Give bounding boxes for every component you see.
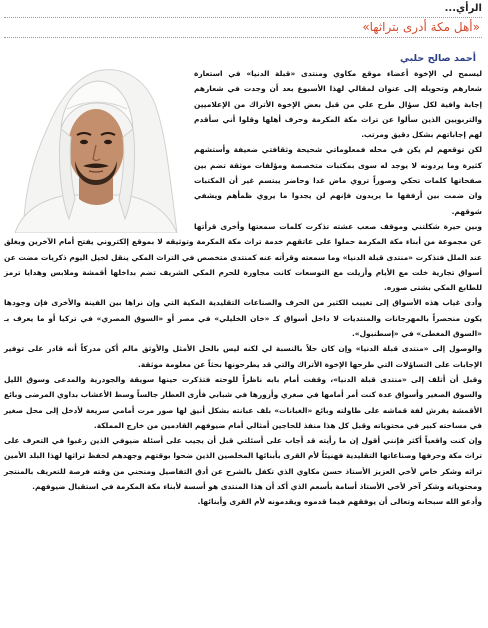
top-divider [4, 17, 482, 18]
article-headline: «أهل مكة أدرى بتراثها» [362, 20, 480, 34]
photo-wrap-spacer [4, 52, 194, 232]
article-paragraph: وأدى غياب هذه الأسواق إلى تغييب الكثير من الحرف والصناعات التقليدية المكية التي وإن نراها بين الفينة والأخرى فإن وجودها يكون منحصراً بالمهرجانات والمنتديات لا داخل أسواق كـ «خان الخليلي» في مصر أو «السوق المصري» في تركيا أو ما يعرف بـ «السوق المغطى» في «إسطنبول». [4, 298, 482, 339]
author-name: أحمد صالح حلبي [400, 53, 476, 64]
article-paragraph: والوصول إلى «منتدى قبلة الدنيا» وإن كان حلاً بالنسبة لي لكنه ليس بالحل الأمثل والأوثق مالم أكن مدركاً أنه قادر على توفير الإجابات على التساؤلات التي طرحها الإخوة الأتراك والتي قد يطرحونها بحثاً عن معلومة موثقة. [4, 344, 482, 369]
section-label: الرأي... [444, 3, 482, 14]
headline-divider [4, 37, 482, 38]
article-paragraph: وبين حيرة شكلتني وموقف صعب عشته تذكرت كلمات سمعتها وأخرى قرأتها عن مجموعة من أبناء مكة المكرمة حملوا على عاتقهم خدمة تراث مكة المكرمة وتوثيقه لا بموقع إلكتروني يفتح أمام الآخرين ويغلق عند الملل فتذكرت «منتدى قبلة الدنيا» وما سمعته وقرأته عنه كمنتدى متخصص في التراث المكي ينقل لجيل اليوم ذكريات مضت عن أسواق تجارية خلت مع الأيام وأزيلت مع التوسعات كانت مجاورة للحرم المكي الشريف تضم بداخلها أقمشة وملابس وهدايا ترمز للطابع المكي بشتى صوره. [4, 221, 482, 293]
article-paragraph: وإن كنت واقعياً أكثر فإنني أقول إن ما رأيته قد أجاب على أسئلتي قبل أن يجيب على أسئلة ضيوفي الذين رغبوا في التعرف على تراث مكة وحرفها وصناعاتها التقليدية فهنيئاً لأم القرى بأبنائها المخلصين الذين ضحوا بوقتهم وجهدهم لحفظ تراثها لهذا البلد الأمين تراثه وشكر خاص لأخي العزيز الأستاذ حسن مكاوي الذي تكفل بالشرح عن أدق التفاصيل ومنحني من وقته فرصة للتعريف بالمنتجر ومحتوياته وشكر آخر لأخي الأستاذ أسامة بأسعم الذي أكد أن هذا المنتدى هو أسسة لأبناء مكة المكرمة في استقبال ضيوفهم. [4, 436, 482, 492]
article-body [4, 66, 482, 626]
article-paragraph: وأدعو الله سبحانه وتعالى أن يوفقهم فيما قدموه ويقدمونه لأم القرى وأبنائها. [197, 497, 482, 507]
article-paragraph: ليسمح لي الإخوة أعضاء موقع مكاوي ومنتدى «قبلة الدنيا» في استعارة شعارهم وتحويله إلى عنوان لمقالي لهذا الأسبوع بعد أن وجدت في شعارهم إجابة وافية لكل سؤال طرح علي من قبل بعض الإخوة الأتراك من الإعلاميين والتربويين الذين سألوا عن تراث مكة المكرمة وحرف أهلها وقلوا أني سأقدم لهم إجاباتهم بشكل دقيق ومرتب. [194, 69, 482, 140]
article-paragraph: وقبل أن أتلف إلى «منتدى قبلة الدنيا»، وقفت أمام بابه ناظراً للوحته فتذكرت حينها سويقة والجودرية والمدعى وسوق الليل والسوق الصغير وأسواق عدة كنت أمر أمامها في صغري وأزورها في شبابي فأرى العطار جالساً وسط الأعشاب بداوي المرضى وبائع الأقمشة يفرش لفة قماشه على طاولته وبائع «الغبانات» بلف عبانته بشكل أنيق لها صور مرت أمامي سريعة لأدخل إلى محل صغير في مساحته كبير في محتوياته وقبل كل هذا منفذ للحاجين أمثالي أمام ضيوفهم القادمين من خارج المملكة. [4, 374, 482, 430]
article-paragraph: لكن توقعهم لم يكن في محله فمعلوماتي شحيحة وثقافتي ضعيفة وأستشهم كثيرة وما يردونه لا يوجد له سوى بمكتبات متخصصة ومؤلفات موثقة تضم بين صفحاتها كلمات تحكي وصوراً تروي ماض غدا وحاضر يبتسم غير أن المكتبات وان ضمت بين أرففها ما يريدون فإنهم لن يجدوا ما يروي ظمأهم ويشفي شوقهم. [194, 145, 482, 216]
